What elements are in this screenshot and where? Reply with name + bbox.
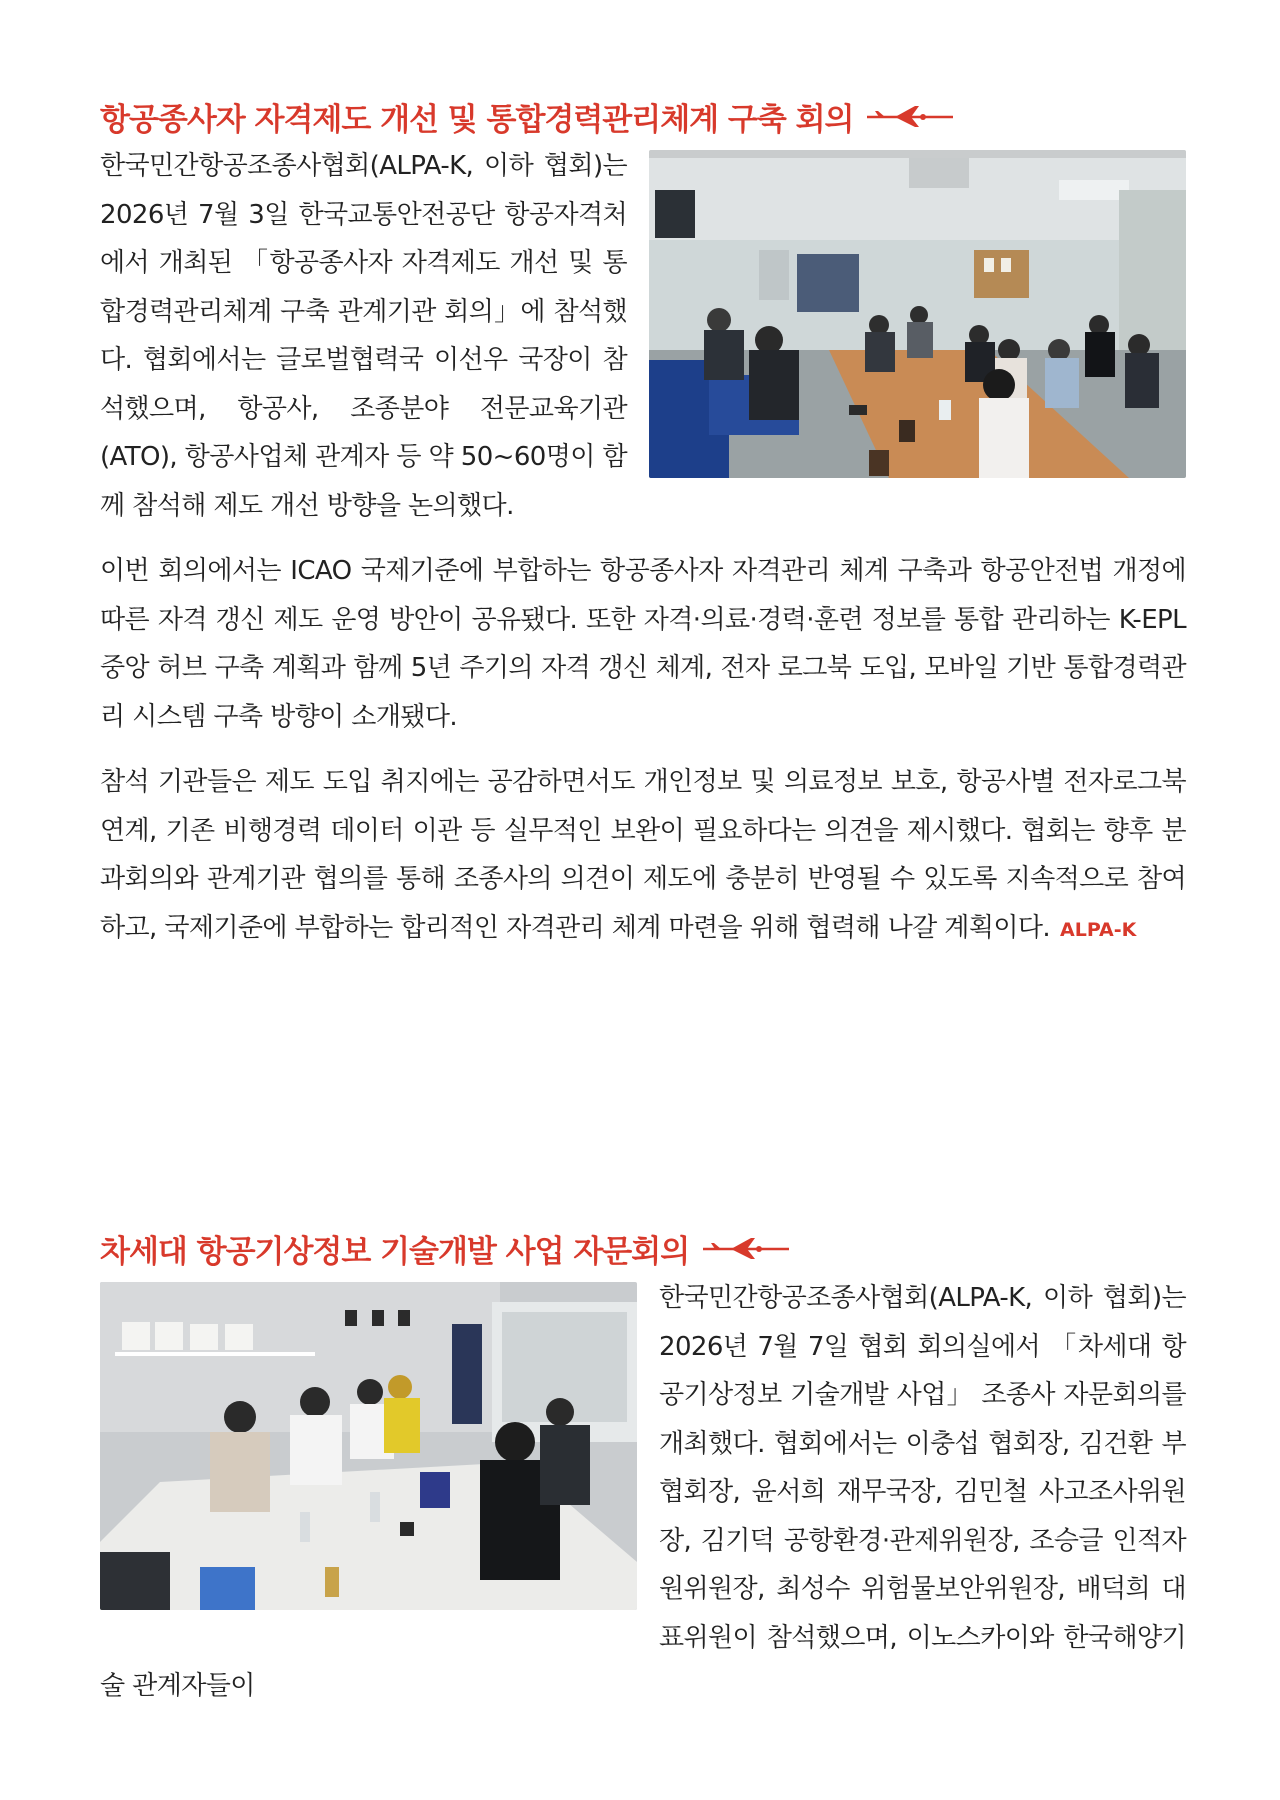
conference-photo-2 [100,1282,637,1610]
conference-photo-1 [649,150,1186,478]
section-2-heading [100,1222,1186,1274]
signature-badge: ALPA-K [1060,918,1137,941]
airplane-icon [865,104,957,128]
section-1-paragraph-2: 이번 회의에서는 ICAO 국제기준에 부합하는 항공종사자 자격관리 체계 구축과 항공안전법 개정에 따른 자격 갱신 제도 운영 방안이 공유됐다. 또한 자격·의료·경력·훈련 정보를 통합 관리하는 K-EPL 중앙 허브 구축 계획과 함께 5년 주기의 자격 갱신 체계, 전자 로그북 도입, 모바일 기반 통합경력관리 시스템 구축 방향이 소개됐다. [100,556,1186,732]
article-section-2 [100,1222,1186,1711]
section-1-paragraph-3 [100,758,1186,954]
section-2-paragraph-1: 한국민간항공조종사협회(ALPA-K, 이하 협회)는 2026년 7월 7일 협회 회의실에서 「차세대 항공기상정보 기술개발 사업」 조종사 자문회의를 개최했다. 협회에서는 이충섭 협회장, 김건환 부협회장, 윤서희 재무국장, 김민철 사고조사위원장, 김기덕 공항환경·관제위원장, 조승글 인적자원위원장, 최성수 위험물보안위원장, 배덕희 대표위원이 참석했으며, 이노스카이와 한국해양기술 관계자들이 [100,1283,1186,1701]
section-1-heading [100,90,1186,142]
section-1-title: 항공종사자 자격제도 개선 및 통합경력관리체계 구축 회의 [100,101,854,138]
article-section-1 [100,90,1186,954]
airplane-icon [701,1236,793,1260]
section-2-title: 차세대 항공기상정보 기술개발 사업 자문회의 [100,1233,690,1270]
section-1-paragraph-3-text: 참석 기관들은 제도 도입 취지에는 공감하면서도 개인정보 및 의료정보 보호, 항공사별 전자로그북 연계, 기존 비행경력 데이터 이관 등 실무적인 보완이 필요하다는 의견을 제시했다. 협회는 향후 분과회의와 관계기관 협의를 통해 조종사의 의견이 제도에 충분히 반영될 수 있도록 지속적으로 참여하고, 국제기준에 부합하는 합리적인 자격관리 체계 마련을 위해 협력해 나갈 계획이다. [100,767,1186,943]
section-1-paragraph-1: 한국민간항공조종사협회(ALPA-K, 이하 협회)는 2026년 7월 3일 한국교통안전공단 항공자격처에서 개최된 「항공종사자 자격제도 개선 및 통합경력관리체계 구축 관계기관 회의」에 참석했다. 협회에서는 글로벌협력국 이선우 국장이 참석했으며, 항공사, 조종분야 전문교육기관(ATO), 항공사업체 관계자 등 약 50~60명이 함께 참석해 제도 개선 방향을 논의했다. [100,151,627,521]
